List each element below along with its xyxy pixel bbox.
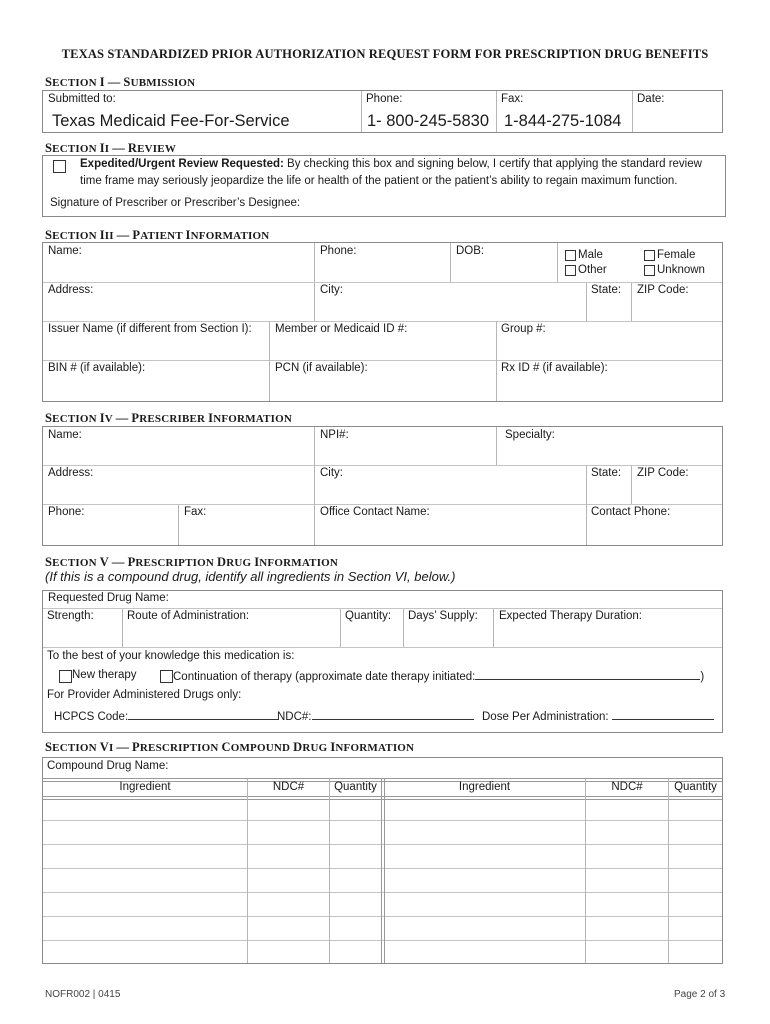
patient-address-label: Address: [48, 284, 94, 296]
signature-field[interactable] [310, 194, 710, 212]
contact-phone-label: Contact Phone: [591, 506, 671, 518]
section-3-heading [45, 228, 269, 243]
divider [43, 360, 722, 361]
section-1-heading [45, 75, 195, 90]
other-label: Other [578, 264, 607, 276]
ndc-field[interactable] [312, 709, 474, 720]
divider [43, 608, 722, 609]
divider [586, 283, 587, 321]
divider [178, 505, 179, 545]
ingredient-header-2: Ingredient [458, 781, 511, 793]
female-checkbox[interactable] [644, 250, 655, 261]
divider [496, 322, 497, 401]
expedited-review-bold: Expedited/Urgent Review Requested: [80, 158, 284, 170]
date-field[interactable] [633, 108, 721, 130]
divider [122, 609, 123, 647]
submitted-to-value: Texas Medicaid Fee-For-Service [52, 112, 290, 130]
section-4-prefix: SECTION IV — [45, 411, 129, 425]
patient-info-box [42, 242, 723, 402]
page-number: Page 2 of 3 [674, 989, 726, 1000]
submission-phone-label: Phone: [366, 93, 403, 105]
male-checkbox[interactable] [565, 250, 576, 261]
divider [631, 466, 632, 504]
divider [247, 779, 248, 963]
dose-field[interactable] [612, 709, 714, 720]
divider [631, 283, 632, 321]
section-6-name: PRESCRIPTION COMPOUND DRUG INFORMATION [132, 740, 415, 754]
divider [43, 282, 722, 283]
days-supply-label: Days’ Supply: [408, 610, 478, 622]
divider [496, 427, 497, 465]
prescriber-zip-label: ZIP Code: [637, 467, 689, 479]
dose-row [482, 709, 714, 723]
continuation-close: ) [700, 671, 705, 683]
member-id-label: Member or Medicaid ID #: [275, 323, 408, 335]
route-label: Route of Administration: [127, 610, 250, 622]
date-label: Date: [637, 93, 665, 105]
male-label: Male [578, 249, 603, 261]
hcpcs-field[interactable] [128, 709, 278, 720]
patient-phone-label: Phone: [320, 245, 357, 257]
expedited-review-text [80, 158, 702, 170]
form-id: NOFR002 | 0415 [45, 989, 121, 1000]
divider [585, 779, 586, 963]
ndc-row [277, 709, 474, 723]
prescriber-city-label: City: [320, 467, 343, 479]
patient-zip-label: ZIP Code: [637, 284, 689, 296]
strength-label: Strength: [47, 610, 94, 622]
divider [314, 427, 315, 545]
section-6-prefix: SECTION VI — [45, 740, 130, 754]
issuer-name-label: Issuer Name (if different from Section I): [48, 323, 252, 335]
divider [450, 243, 451, 282]
divider [43, 465, 722, 466]
prescriber-state-label: State: [591, 467, 622, 479]
knowledge-label: To the best of your knowledge this medication is: [47, 650, 295, 662]
divider [668, 779, 669, 963]
section-1-name: SUBMISSION [123, 75, 196, 89]
prescriber-name-label: Name: [48, 429, 82, 441]
section-5-name: PRESCRIPTION DRUG INFORMATION [127, 555, 339, 569]
patient-dob-label: DOB: [456, 245, 485, 257]
submission-fax-value: 1-844-275-1084 [504, 112, 622, 130]
form-title: TEXAS STANDARDIZED PRIOR AUTHORIZATION REQUEST FORM FOR PRESCRIPTION DRUG BENEFITS [61, 47, 709, 61]
new-therapy-checkbox[interactable] [59, 670, 72, 683]
npi-label: NPI#: [320, 429, 349, 441]
divider [586, 466, 587, 545]
divider [361, 91, 362, 132]
expedited-review-text-2: time frame may seriously jeopardize the life or health of the patient or the patient’s ability to regain maximum function. [80, 175, 678, 187]
hcpcs-row [54, 709, 278, 723]
ndc-label: NDC#: [277, 711, 312, 723]
bin-label: BIN # (if available): [48, 362, 146, 374]
patient-name-label: Name: [48, 245, 82, 257]
compound-name-label: Compound Drug Name: [47, 760, 169, 772]
female-label: Female [657, 249, 696, 261]
hcpcs-label: HCPCS Code: [54, 711, 129, 723]
pcn-label: PCN (if available): [275, 362, 368, 374]
divider [381, 779, 385, 963]
section-3-prefix: SECTION III — [45, 228, 130, 242]
submitted-to-label: Submitted to: [48, 93, 116, 105]
provider-admin-label: For Provider Administered Drugs only: [47, 689, 242, 701]
ndc-header-2: NDC# [611, 781, 643, 793]
divider [403, 609, 404, 647]
compound-note: (If this is a compound drug, identify all ingredients in Section VI, below.) [45, 569, 456, 584]
divider [557, 243, 558, 282]
submission-phone-value: 1- 800-245-5830 [367, 112, 490, 130]
section-4-heading [45, 411, 292, 426]
prescriber-address-label: Address: [48, 467, 94, 479]
section-1-prefix: SECTION I — [45, 75, 121, 89]
ingredient-header-1: Ingredient [119, 781, 171, 793]
group-label: Group #: [501, 323, 546, 335]
specialty-label: Specialty: [505, 429, 555, 441]
divider [493, 609, 494, 647]
continuation-checkbox[interactable] [160, 670, 173, 683]
divider [496, 91, 497, 132]
quantity-label: Quantity: [345, 610, 392, 622]
new-therapy-label: New therapy [72, 669, 137, 681]
ndc-header-1: NDC# [272, 781, 305, 793]
submission-fax-label: Fax: [501, 93, 524, 105]
requested-drug-label: Requested Drug Name: [48, 592, 169, 604]
expedited-review-checkbox[interactable] [53, 160, 66, 173]
divider [314, 283, 315, 321]
rxid-label: Rx ID # (if available): [501, 362, 608, 374]
divider [43, 321, 722, 322]
office-contact-label: Office Contact Name: [320, 506, 430, 518]
prescriber-info-box [42, 426, 723, 546]
therapy-date-field[interactable] [475, 669, 700, 680]
divider [314, 243, 315, 282]
unknown-label: Unknown [657, 264, 705, 276]
therapy-duration-label: Expected Therapy Duration: [499, 610, 642, 622]
continuation-label [173, 669, 704, 683]
section-4-name: PRESCRIBER INFORMATION [131, 411, 293, 425]
section-5-heading [45, 555, 338, 570]
section-2-heading [45, 141, 176, 156]
patient-state-label: State: [591, 284, 622, 296]
section-2-prefix: SECTION II — [45, 141, 125, 155]
continuation-text: Continuation of therapy (approximate date therapy initiated: [173, 671, 476, 683]
section-2-name: REVIEW [127, 141, 177, 155]
other-checkbox[interactable] [565, 265, 576, 276]
divider [43, 647, 722, 648]
quantity-header-1: Quantity [334, 781, 377, 793]
divider [43, 504, 722, 505]
patient-city-label: City: [320, 284, 343, 296]
prescriber-phone-label: Phone: [48, 506, 85, 518]
signature-label: Signature of Prescriber or Prescriber’s Designee: [50, 197, 301, 209]
expedited-review-body: By checking this box and signing below, I certify that applying the standard review [283, 158, 702, 170]
section-6-heading [45, 740, 414, 755]
section-3-name: PATIENT INFORMATION [132, 228, 270, 242]
dose-label: Dose Per Administration: [482, 711, 609, 723]
divider [269, 322, 270, 401]
prescriber-fax-label: Fax: [184, 506, 207, 518]
quantity-header-2: Quantity [674, 781, 717, 793]
unknown-checkbox[interactable] [644, 265, 655, 276]
section-5-prefix: SECTION V — [45, 555, 125, 569]
divider [329, 779, 330, 963]
divider [340, 609, 341, 647]
